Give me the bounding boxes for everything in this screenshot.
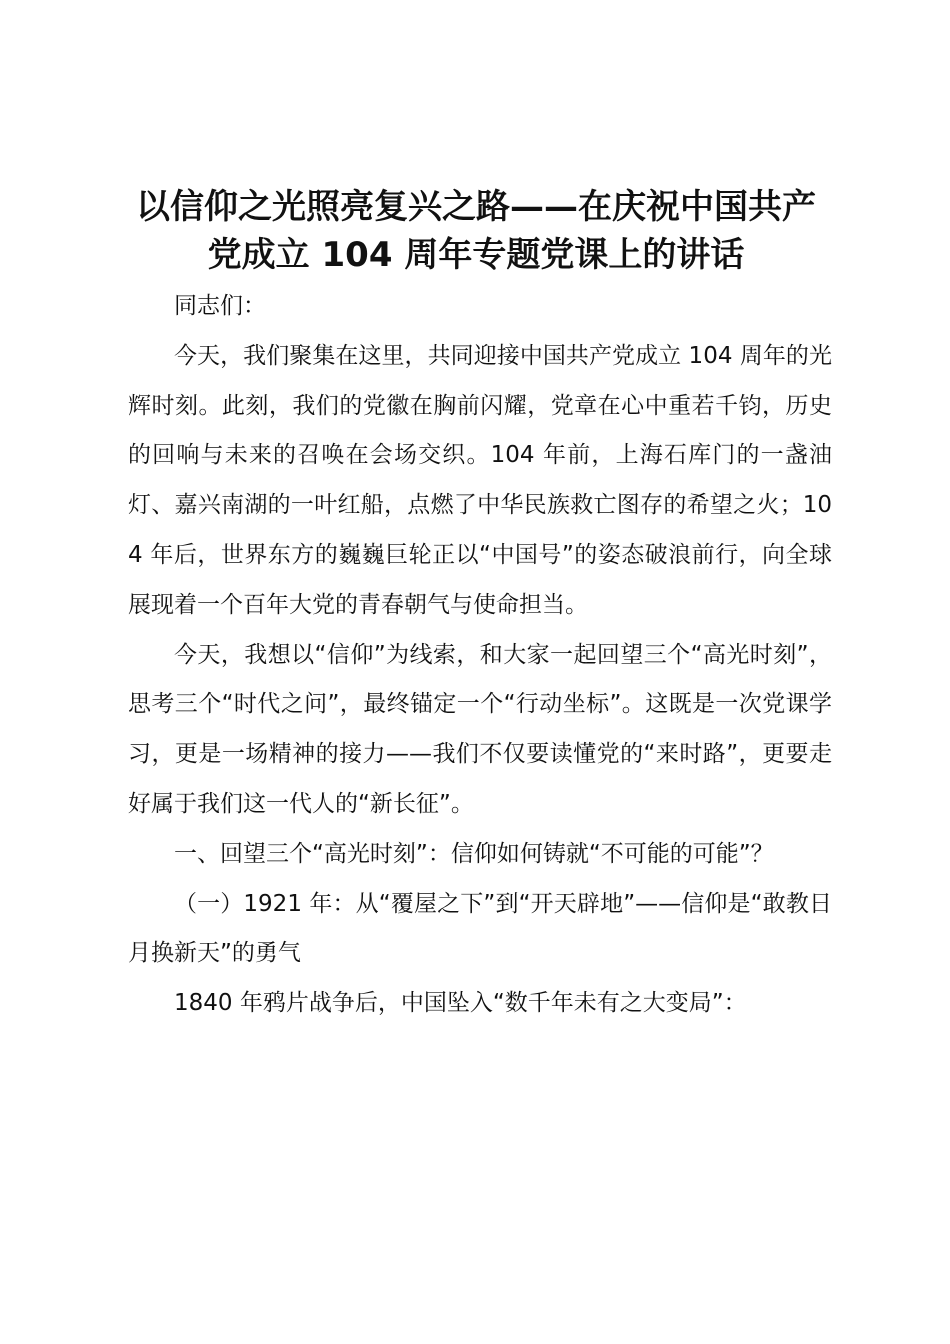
document-body: [128, 282, 832, 1029]
body-paragraph: 今天，我们聚集在这里，共同迎接中国共产党成立 104 周年的光辉时刻。此刻，我们的党徽在胸前闪耀，党章在心中重若千钧，历史的回响与未来的召唤在会场交织。104 年前，上海石库门的一盏油灯、嘉兴南湖的一叶红船，点燃了中华民族救亡图存的希望之火；104 年后，世界东方的巍巍巨轮正以“中国号”的姿态破浪前行，向全球展现着一个百年大党的青春朝气与使命担当。: [128, 342, 832, 618]
section-heading: 一、回望三个“高光时刻”：信仰如何铸就“不可能的可能”？: [174, 840, 774, 867]
body-paragraph: 1840 年鸦片战争后，中国坠入“数千年未有之大变局”：: [174, 990, 747, 1017]
body-paragraph: 今天，我想以“信仰”为线索，和大家一起回望三个“高光时刻”，思考三个“时代之问”，最终锚定一个“行动坐标”。这既是一次党课学习，更是一场精神的接力——我们不仅要读懂党的“来时路”，更要走好属于我们这一代人的“新长征”。: [128, 641, 832, 817]
subsection-heading: （一）1921 年：从“覆屋之下”到“开天辟地”——信仰是“敢教日月换新天”的勇气: [128, 890, 832, 967]
salutation-paragraph: 同志们：: [174, 293, 266, 319]
document-title: 以信仰之光照亮复兴之路——在庆祝中国共产党成立 104 周年专题党课上的讲话: [136, 187, 816, 275]
